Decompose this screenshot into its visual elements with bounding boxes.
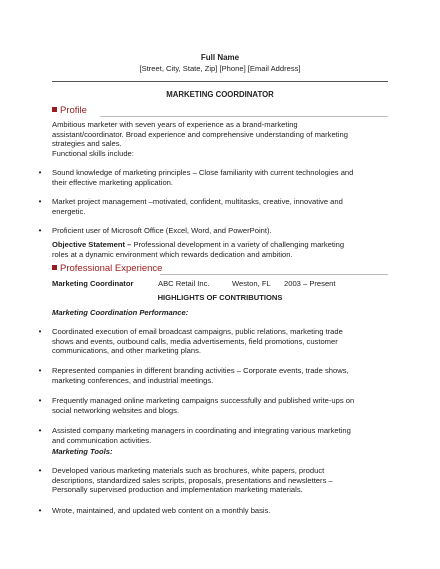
summary-line: assistant/coordinator. Broad experience and comprehensive understanding of marketing — [52, 129, 348, 139]
item-line: Personally supervised production and implementation marketing materials. — [52, 485, 303, 494]
bullet-icon: • — [38, 168, 42, 177]
bullet-icon: • — [38, 466, 42, 475]
tools-item — [52, 466, 382, 495]
square-bullet-icon — [52, 107, 57, 112]
experience-title: Professional Experience — [60, 263, 163, 274]
experience-divider — [160, 274, 388, 275]
highlights-title: HIGHLIGHTS OF CONTRIBUTIONS — [157, 293, 283, 302]
skill-line: Sound knowledge of marketing principles – Close familiarity with current technologies and — [52, 168, 354, 177]
tools-item — [52, 506, 382, 516]
bullet-icon: • — [38, 327, 42, 336]
objective-label: Objective Statement – — [52, 240, 132, 249]
company-name: ABC Retail Inc. — [158, 279, 210, 288]
profile-divider — [100, 116, 388, 117]
resume-name: Full Name — [200, 53, 240, 62]
contact-info: [Street, City, State, Zip] [Phone] [Email Address] — [139, 64, 301, 73]
item-line: descriptions, standardized sales scripts, proposals, presentations and newsletters – — [52, 475, 333, 485]
tools-heading: Marketing Tools: — [52, 447, 113, 456]
bullet-icon: • — [38, 426, 42, 435]
performance-item — [52, 366, 382, 385]
item-line: Represented companies in different branding activities – Corporate events, trade shows, — [52, 366, 349, 375]
skill-item — [52, 168, 382, 187]
profile-heading — [52, 105, 87, 116]
skill-line: their effective marketing application. — [52, 177, 174, 187]
item-line: marketing conferences, and industrial meetings. — [52, 375, 214, 385]
item-line: Developed various marketing materials such as brochures, white papers, product — [52, 466, 325, 475]
skill-item — [52, 197, 382, 216]
objective-text: Professional development in a variety of challenging marketing — [131, 240, 345, 249]
header-rule — [52, 81, 388, 82]
bullet-icon: • — [38, 396, 42, 405]
performance-heading: Marketing Coordination Performance: — [52, 308, 189, 317]
company-location: Weston, FL — [232, 279, 271, 288]
performance-item — [52, 327, 382, 356]
objective-line: roles at a dynamic environment which rewards dedication and ambition. — [52, 249, 293, 259]
skill-item — [52, 226, 382, 236]
summary-line: Functional skills include: — [52, 148, 134, 158]
item-line: and communication activities. — [52, 435, 152, 445]
item-line: Coordinated execution of email broadcast campaigns, public relations, marketing trade — [52, 327, 343, 336]
performance-item — [52, 396, 382, 415]
experience-heading — [52, 263, 162, 274]
item-line: Frequently managed online marketing campaigns successfully and published write-ups on — [52, 396, 355, 405]
bullet-icon: • — [38, 366, 42, 375]
profile-summary — [52, 120, 382, 158]
profile-title: Profile — [60, 105, 87, 116]
skill-line: energetic. — [52, 206, 86, 216]
item-line: shows and events, outbound calls, media advertisements, field promotions, customer — [52, 336, 338, 346]
employment-dates: 2003 – Present — [284, 279, 336, 288]
bullet-icon: • — [38, 506, 42, 515]
item-line: Assisted company marketing managers in coordinating and integrating various marketing — [52, 426, 351, 435]
bullet-icon: • — [38, 197, 42, 206]
skill-line: Proficient user of Microsoft Office (Excel, Word, and PowerPoint). — [52, 226, 272, 235]
item-line: communications, and other marketing plans. — [52, 346, 201, 355]
objective-statement — [52, 240, 382, 259]
item-line: social networking websites and blogs. — [52, 405, 180, 415]
performance-item — [52, 426, 382, 445]
role-title: Marketing Coordinator — [52, 279, 134, 288]
skill-line: Market project management –motivated, confident, multitasks, creative, innovative and — [52, 197, 343, 206]
job-title: MARKETING COORDINATOR — [166, 90, 274, 99]
summary-line: strategies and sales. — [52, 139, 122, 148]
item-line: Wrote, maintained, and updated web content on a monthly basis. — [52, 506, 271, 515]
bullet-icon: • — [38, 226, 42, 235]
square-bullet-icon — [52, 265, 57, 270]
summary-line: Ambitious marketer with seven years of experience as a brand-marketing — [52, 120, 298, 129]
